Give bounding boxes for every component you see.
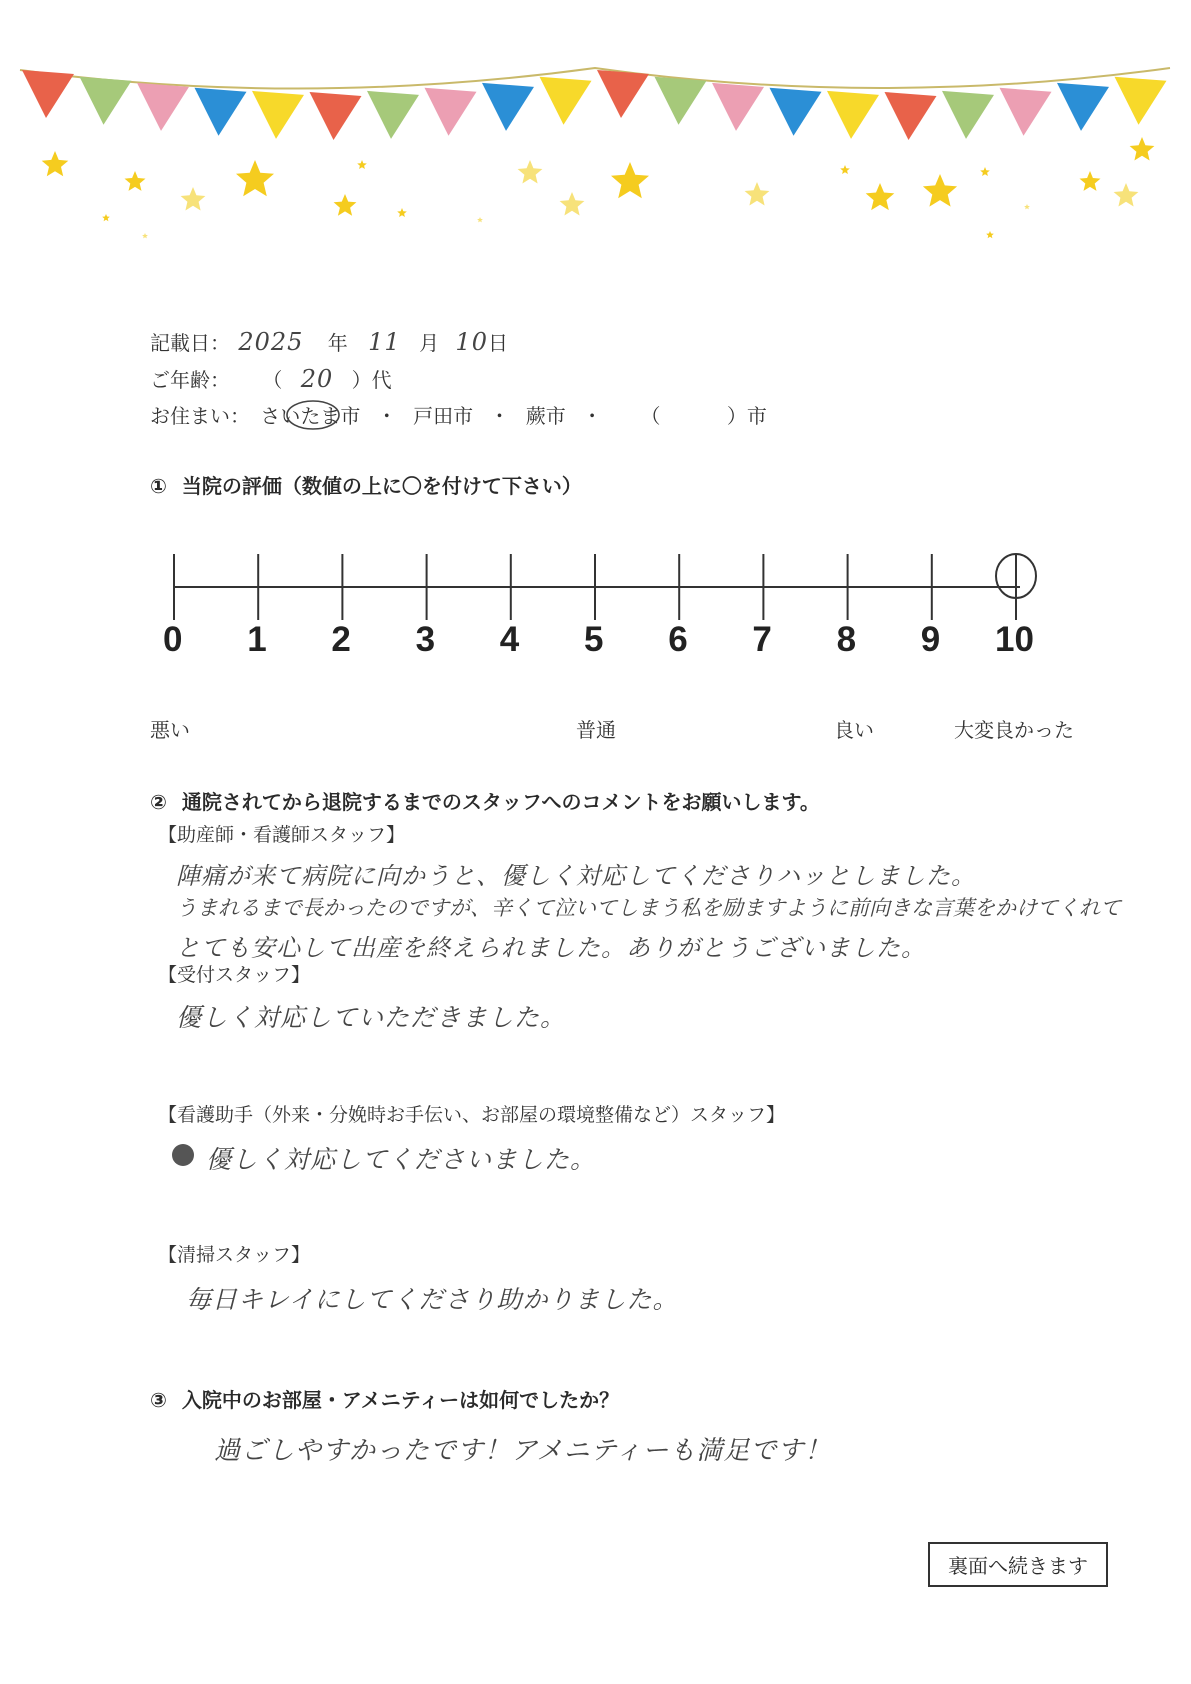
section1-heading — [150, 470, 582, 499]
flag-bunting-icon — [712, 83, 764, 131]
scale-tick-label: 8 — [836, 620, 857, 659]
midwife-comment-line-1: 陣痛が来て病院に向かうと、優しく対応してくださりハッとしました。 — [176, 862, 976, 890]
star-icon — [42, 151, 69, 176]
star-icon — [357, 160, 367, 169]
star-icon — [866, 183, 895, 210]
scale-tick-label: 5 — [584, 620, 604, 659]
flag-bunting-icon — [942, 91, 994, 139]
star-icon — [236, 160, 274, 196]
star-icon — [840, 165, 850, 174]
month-unit: 月 — [419, 331, 440, 355]
flag-bunting-icon — [770, 88, 822, 136]
date-day: 10 — [455, 328, 488, 356]
flag-bunting-icon — [22, 70, 74, 118]
flag-bunting-icon — [827, 91, 879, 139]
residence-other-open: （ — [640, 404, 661, 428]
section2-title: 通院されてから退院するまでのスタッフへのコメントをお願いします。 — [181, 790, 820, 814]
section2-number: ② — [150, 790, 167, 814]
residence-option-saitama: さいたま市 — [260, 404, 366, 428]
flag-bunting-icon — [425, 88, 477, 136]
star-icon — [1114, 183, 1139, 207]
date-month: 11 — [368, 328, 401, 356]
scale-tick-label: 6 — [668, 620, 688, 659]
midwife-comment-line-2: うまれるまで長かったのですが、辛くて泣いてしまう私を励ますように前向きな言葉をかけてくれて — [176, 896, 1121, 920]
label-excellent: 大変良かった — [954, 718, 1074, 742]
star-icon — [923, 174, 957, 207]
flag-bunting-icon — [540, 77, 592, 125]
section3-heading — [150, 1384, 619, 1413]
section3-comment: 過ごしやすかったです！アメニティーも満足です！ — [214, 1436, 832, 1466]
star-icon — [397, 208, 407, 217]
reception-label: 【受付スタッフ】 — [158, 964, 311, 986]
star-icon — [1024, 204, 1030, 209]
star-icon — [560, 192, 585, 216]
flag-bunting-icon — [20, 68, 1170, 140]
flag-bunting-icon — [80, 77, 132, 125]
star-icon — [1130, 137, 1155, 161]
section1-number: ① — [150, 474, 167, 498]
separator: ・ — [489, 404, 510, 428]
date-year: 2025 — [238, 328, 304, 356]
scale-tick-label: 9 — [920, 620, 941, 659]
continue-note: 裏面へ続きます — [928, 1542, 1108, 1587]
reception-comment: 優しく対応していただきました。 — [176, 1003, 567, 1032]
flag-bunting-icon — [597, 70, 649, 118]
assistant-label: 【看護助手（外来・分娩時お手伝い、お部屋の環境整備など）スタッフ】 — [158, 1104, 786, 1126]
star-icon — [142, 233, 148, 238]
residence-label: お住まい： — [150, 404, 250, 428]
residence-option-toda: 戸田市 — [413, 404, 474, 428]
flag-bunting-icon — [1057, 83, 1109, 131]
age-close: ）代 — [351, 368, 392, 392]
star-field — [42, 137, 1155, 238]
star-icon — [980, 167, 990, 176]
circle-mark-icon — [284, 398, 342, 432]
star-icon — [477, 217, 483, 222]
section2-heading — [150, 786, 820, 815]
flag-bunting-icon — [655, 77, 707, 125]
year-unit: 年 — [327, 331, 348, 355]
cleaning-comment: 毎日キレイにしてくださり助かりました。 — [186, 1285, 679, 1314]
scale-tick-label: 3 — [415, 620, 436, 659]
age-label: ご年齢： — [150, 368, 230, 392]
flag-bunting-icon — [1000, 88, 1052, 136]
section3-number: ③ — [150, 1388, 167, 1412]
scale-tick-label: 0 — [163, 620, 183, 659]
separator: ・ — [376, 404, 397, 428]
star-icon — [102, 214, 110, 221]
flag-bunting-icon — [252, 91, 304, 139]
flag-bunting-icon — [885, 92, 937, 140]
residence-other-close: ）市 — [726, 404, 767, 428]
date-row — [150, 327, 508, 356]
label-good: 良い — [834, 718, 874, 742]
star-icon — [181, 187, 206, 211]
flag-bunting-icon — [310, 92, 362, 140]
age-row — [150, 364, 392, 393]
assistant-comment: 優しく対応してくださいました。 — [206, 1145, 597, 1174]
residence-row — [150, 400, 767, 429]
scale-tick-label: 1 — [247, 620, 267, 659]
section3-title: 入院中のお部屋・アメニティーは如何でしたか？ — [181, 1388, 620, 1412]
scale-tick-label: 2 — [331, 620, 351, 659]
star-icon — [1080, 171, 1101, 191]
scribble-mark — [172, 1144, 194, 1166]
flag-bunting-icon — [137, 83, 189, 131]
flag-bunting-icon — [195, 88, 247, 136]
star-icon — [518, 160, 543, 184]
scale-tick-label: 10 — [995, 620, 1034, 659]
star-icon — [745, 182, 770, 206]
flag-bunting-icon — [482, 83, 534, 131]
midwife-label: 【助産師・看護師スタッフ】 — [158, 824, 406, 846]
bunting-decoration — [0, 0, 1191, 250]
section1-title: 当院の評価（数値の上に〇を付けて下さい） — [181, 474, 582, 498]
star-icon — [125, 171, 146, 191]
residence-option-warabi: 蕨市 — [525, 404, 566, 428]
midwife-comment-line-3: とても安心して出産を終えられました。ありがとうございました。 — [176, 934, 926, 962]
star-icon — [986, 231, 994, 238]
age-open: （ — [262, 368, 283, 392]
scale-tick-label: 4 — [499, 620, 520, 659]
date-label: 記載日： — [150, 331, 230, 355]
flag-bunting-icon — [1115, 77, 1167, 125]
star-icon — [611, 162, 649, 198]
flag-bunting-icon — [367, 91, 419, 139]
scale-tick-label: 7 — [752, 620, 772, 659]
age-value: 20 — [300, 365, 334, 393]
star-icon — [334, 194, 357, 216]
label-bad: 悪い — [150, 718, 190, 742]
day-unit: 日 — [487, 331, 508, 355]
separator: ・ — [582, 404, 603, 428]
label-normal: 普通 — [576, 718, 616, 742]
cleaning-label: 【清掃スタッフ】 — [158, 1244, 311, 1266]
